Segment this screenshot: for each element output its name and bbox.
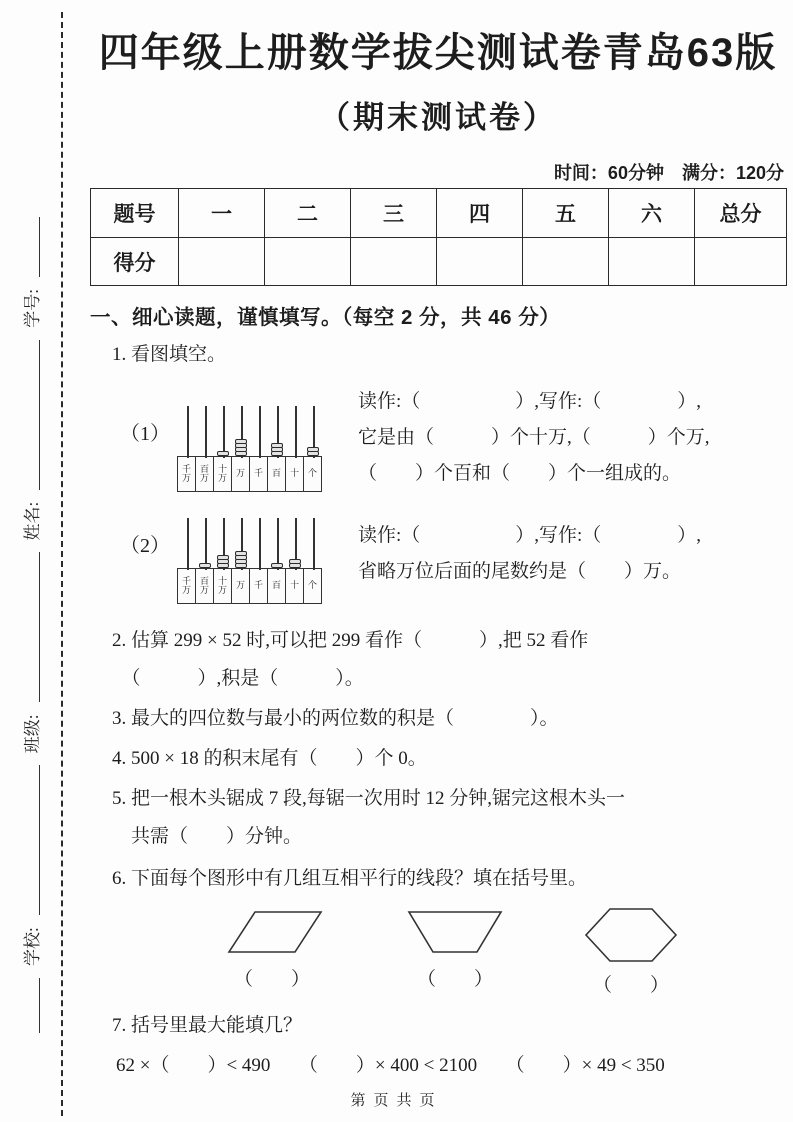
score-table-cell-1: 一 (179, 189, 265, 238)
shape-blank: （ ） (592, 975, 669, 996)
abacus-column (214, 518, 232, 604)
abacus-rod-icon (187, 406, 189, 458)
shape-blank: （ ） (416, 969, 493, 990)
abacus-beads (217, 556, 229, 568)
abacus-bead (199, 563, 211, 568)
place-label: 千万 (177, 568, 196, 604)
sidebar-label-school: 学校: (22, 927, 42, 966)
score-cell-empty (437, 238, 523, 286)
score-table-cell-question-no: 题号 (91, 189, 179, 238)
blank-line (20, 553, 40, 703)
abacus-column (268, 518, 286, 604)
question-6-shapes (217, 906, 786, 997)
abacus-bead (307, 451, 319, 456)
abacus-beads (271, 444, 283, 456)
abacus-bead (217, 451, 229, 456)
abacus-beads (289, 560, 301, 568)
place-label: 十 (285, 568, 304, 604)
abacus-bead (271, 451, 283, 456)
score-cell-empty (609, 238, 695, 286)
abacus-2-figure (120, 518, 358, 604)
part-2-label: （2） (120, 535, 170, 557)
fill-line: 它是由（ ）个十万,（ ）个万, (358, 427, 710, 448)
place-label: 百 (267, 568, 286, 604)
blank-line (20, 217, 40, 277)
score-cell-empty (695, 238, 787, 286)
score-table-cell-total: 总分 (695, 189, 787, 238)
abacus-column (214, 406, 232, 492)
abacus-column (196, 518, 214, 604)
abacus-column (286, 518, 304, 604)
abacus-bead (235, 451, 247, 456)
question-3-text: 3. 最大的四位数与最小的两位数的积是（ ）。 (112, 708, 559, 729)
place-label: 千 (249, 456, 268, 492)
question-1-part-1 (120, 384, 786, 492)
score-table-cell-6: 六 (609, 189, 695, 238)
fill-line: 读作:（ ）,写作:（ ）, (358, 525, 702, 546)
abacus-1-figure (120, 384, 358, 492)
abacus-rod-icon (187, 518, 189, 570)
page-footer: 第页共页 (350, 1093, 443, 1109)
abacus-column (304, 406, 322, 492)
abacus-beads (235, 552, 247, 568)
fill-line: 读作:（ ）,写作:（ ）, (358, 391, 702, 412)
sidebar-label-name: 姓名: (22, 501, 42, 541)
score-table-cell-2: 二 (265, 189, 351, 238)
place-label: 千 (249, 568, 268, 604)
shape-trapezoid (405, 906, 505, 997)
student-info-margin (10, 150, 50, 1100)
shape-hexagon (583, 906, 679, 997)
question-7-text: 7. 括号里最大能填几？ (112, 1015, 303, 1036)
question-4-text: 4. 500 × 18 的积末尾有（ ）个 0。 (112, 748, 427, 769)
place-label: 百 (267, 456, 286, 492)
abacus-column (268, 406, 286, 492)
question-6 (112, 864, 786, 997)
place-label: 千万 (177, 456, 196, 492)
score-table-cell-5: 五 (523, 189, 609, 238)
sidebar-label-class: 班级: (22, 714, 42, 754)
score-cell-empty (265, 238, 351, 286)
score-table-cell-4: 四 (437, 189, 523, 238)
score-row-label: 得分 (91, 238, 179, 286)
question-7-equation: 62 ×（ ）< 490 （ ）× 400 < 2100 （ ）× 49 < 350 (116, 1055, 665, 1076)
place-label: 百万 (195, 568, 214, 604)
score-cell-empty (179, 238, 265, 286)
question-5-line-2: 共需（ ）分钟。 (112, 826, 303, 847)
shape-blank: （ ） (233, 969, 310, 990)
abacus-column (196, 406, 214, 492)
blank-line (20, 978, 40, 1033)
place-label: 百万 (195, 456, 214, 492)
section-1-heading: 一、细心读题，谨慎填写。（每空 2 分，共 46 分） (90, 306, 561, 329)
abacus-bead (289, 563, 301, 568)
score-table-cell-3: 三 (351, 189, 437, 238)
paper-subtitle: （期末测试卷） (319, 100, 557, 135)
fill-line: 省略万位后面的尾数约是（ ）万。 (358, 561, 682, 582)
place-label: 万 (231, 568, 250, 604)
abacus-beads (271, 564, 283, 568)
score-cell-empty (523, 238, 609, 286)
question-2-line-2: （ ）,积是（ ）。 (112, 668, 364, 689)
score-cell-empty (351, 238, 437, 286)
shape-parallelogram (217, 906, 327, 997)
abacus-bead (271, 563, 283, 568)
question-2-line-1: 2. 估算 299 × 52 时,可以把 299 看作（ ）,把 52 看作 (112, 630, 589, 651)
question-5 (112, 784, 786, 852)
abacus-1 (178, 406, 322, 492)
abacus-column (250, 518, 268, 604)
exam-time-score-meta: 时间：60分钟 满分：120分 (553, 163, 784, 183)
question-3 (112, 704, 786, 734)
abacus-beads (217, 452, 229, 456)
sidebar-label-student-id: 学号: (22, 289, 42, 328)
abacus-column (304, 518, 322, 604)
score-table (90, 188, 787, 286)
abacus-column (178, 406, 196, 492)
abacus-column (250, 406, 268, 492)
blank-line (20, 765, 40, 915)
place-label: 个 (303, 568, 322, 604)
question-5-line-1: 5. 把一根木头锯成 7 段,每锯一次用时 12 分钟,锯完这根木头一 (112, 788, 626, 809)
abacus-bead (217, 563, 229, 568)
place-label: 十万 (213, 568, 232, 604)
abacus-2 (178, 518, 322, 604)
part-1-fill-text (358, 384, 786, 492)
abacus-column (232, 518, 250, 604)
score-table-score-row (91, 238, 787, 286)
place-label: 十 (285, 456, 304, 492)
abacus-rod-icon (295, 406, 297, 458)
abacus-column (178, 518, 196, 604)
abacus-bead (235, 563, 247, 568)
question-4 (112, 744, 786, 774)
question-2 (112, 626, 786, 694)
abacus-column (232, 406, 250, 492)
abacus-column (286, 406, 304, 492)
question-1-intro: 1. 看图填空。 (112, 344, 227, 365)
place-label: 万 (231, 456, 250, 492)
place-label: 十万 (213, 456, 232, 492)
abacus-rod-icon (205, 406, 207, 458)
parallelogram-icon (217, 906, 327, 958)
hexagon-icon (583, 906, 679, 964)
place-label: 个 (303, 456, 322, 492)
paper-title: 四年级上册数学拔尖测试卷青岛63版 (98, 31, 778, 75)
paper-content (90, 0, 786, 1081)
question-6-text: 6. 下面每个图形中有几组互相平行的线段？填在括号里。 (112, 868, 588, 889)
score-table-header-row (91, 189, 787, 238)
fill-line: （ ）个百和（ ）个一组成的。 (358, 463, 682, 484)
abacus-rod-icon (313, 518, 315, 570)
blank-line (20, 340, 40, 490)
abacus-beads (199, 564, 211, 568)
abacus-rod-icon (259, 518, 261, 570)
question-1-part-2 (120, 518, 786, 604)
abacus-beads (307, 448, 319, 456)
abacus-beads (235, 440, 247, 456)
seal-dashed-line (61, 12, 63, 1116)
part-2-fill-text (358, 518, 786, 604)
part-1-label: （1） (120, 423, 170, 445)
abacus-rod-icon (259, 406, 261, 458)
trapezoid-icon (405, 906, 505, 958)
question-7 (112, 1011, 786, 1081)
